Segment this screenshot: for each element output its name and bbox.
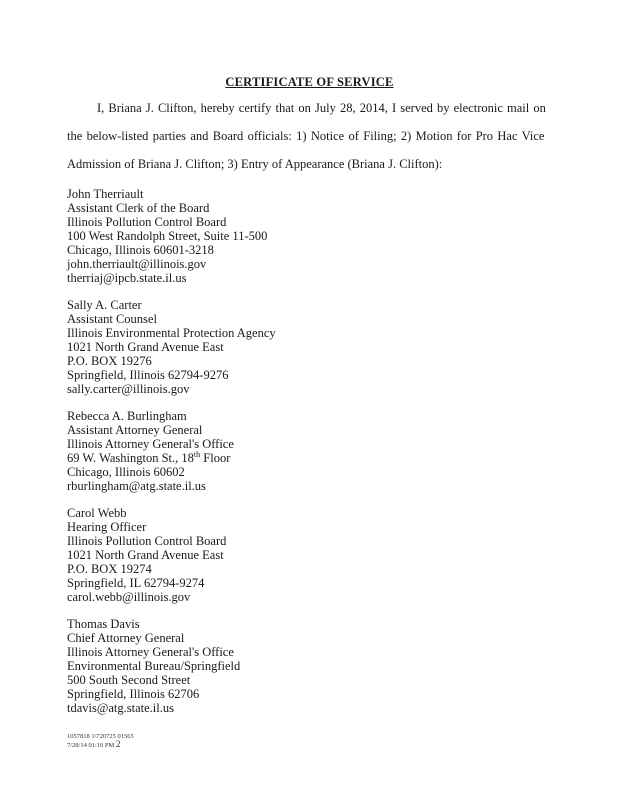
recipient-name: John Therriault	[67, 187, 144, 201]
intro-line-2: the below-listed parties and Board officials: 1) Notice of Filing; 2) Motion for Pro Hac Vice	[67, 129, 545, 143]
recipient-block-carter	[67, 298, 276, 396]
recipient-address: 1021 North Grand Avenue East	[67, 548, 224, 562]
recipient-city: Springfield, IL 62794-9274	[67, 576, 205, 590]
recipient-email: tdavis@atg.state.il.us	[67, 701, 174, 715]
recipient-po-box: P.O. BOX 19276	[67, 354, 152, 368]
recipient-organization: Illinois Attorney General's Office	[67, 645, 234, 659]
recipient-block-davis	[67, 617, 240, 715]
intro-line-3: Admission of Briana J. Clifton; 3) Entry of Appearance (Briana J. Clifton):	[67, 157, 443, 171]
recipient-po-box: P.O. BOX 19274	[67, 562, 152, 576]
recipient-organization: Illinois Pollution Control Board	[67, 215, 227, 229]
recipient-title: Assistant Attorney General	[67, 423, 203, 437]
recipient-title: Hearing Officer	[67, 520, 147, 534]
recipient-title: Chief Attorney General	[67, 631, 185, 645]
recipient-email: sally.carter@illinois.gov	[67, 382, 190, 396]
address-floor: Floor	[200, 451, 231, 465]
address-ordinal-suffix: th	[193, 449, 201, 459]
document-title: CERTIFICATE OF SERVICE	[225, 75, 394, 89]
recipient-email: rburlingham@atg.state.il.us	[67, 479, 206, 493]
footer-doc-id: 1057818 1\720725 01565	[67, 733, 134, 740]
recipient-city: Springfield, Illinois 62706	[67, 687, 200, 701]
recipient-name: Rebecca A. Burlingham	[67, 409, 187, 423]
recipient-organization: Illinois Pollution Control Board	[67, 534, 227, 548]
recipient-department: Environmental Bureau/Springfield	[67, 659, 241, 673]
recipient-address: 1021 North Grand Avenue East	[67, 340, 224, 354]
footer-timestamp: 7/28/14 01:10 PM	[67, 741, 115, 749]
recipient-name: Carol Webb	[67, 506, 127, 520]
recipient-name: Thomas Davis	[67, 617, 140, 631]
recipient-block-burlingham	[67, 409, 234, 493]
recipient-name: Sally A. Carter	[67, 298, 142, 312]
document-footer	[67, 733, 134, 749]
footer-timestamp-line	[67, 738, 134, 750]
recipient-block-therriault	[67, 187, 267, 285]
recipient-address: 100 West Randolph Street, Suite 11-500	[67, 229, 268, 243]
recipient-email: john.therriault@illinois.gov	[67, 257, 207, 271]
recipient-organization: Illinois Attorney General's Office	[67, 437, 234, 451]
address-street: 69 W. Washington St., 18	[67, 451, 194, 465]
recipient-address	[67, 451, 234, 465]
recipient-block-webb	[67, 506, 226, 604]
recipient-address: 500 South Second Street	[67, 673, 191, 687]
recipient-email: carol.webb@illinois.gov	[67, 590, 191, 604]
recipient-email-alt: therriaj@ipcb.state.il.us	[67, 271, 187, 285]
intro-line-1: I, Briana J. Clifton, hereby certify that on July 28, 2014, I served by electronic mail on	[97, 101, 546, 115]
recipient-title: Assistant Clerk of the Board	[67, 201, 210, 215]
recipient-city: Chicago, Illinois 60601-3218	[67, 243, 214, 257]
recipient-organization: Illinois Environmental Protection Agency	[67, 326, 276, 340]
recipient-city: Springfield, Illinois 62794-9276	[67, 368, 229, 382]
page-number: 2	[115, 738, 121, 749]
recipient-title: Assistant Counsel	[67, 312, 157, 326]
recipient-city: Chicago, Illinois 60602	[67, 465, 185, 479]
